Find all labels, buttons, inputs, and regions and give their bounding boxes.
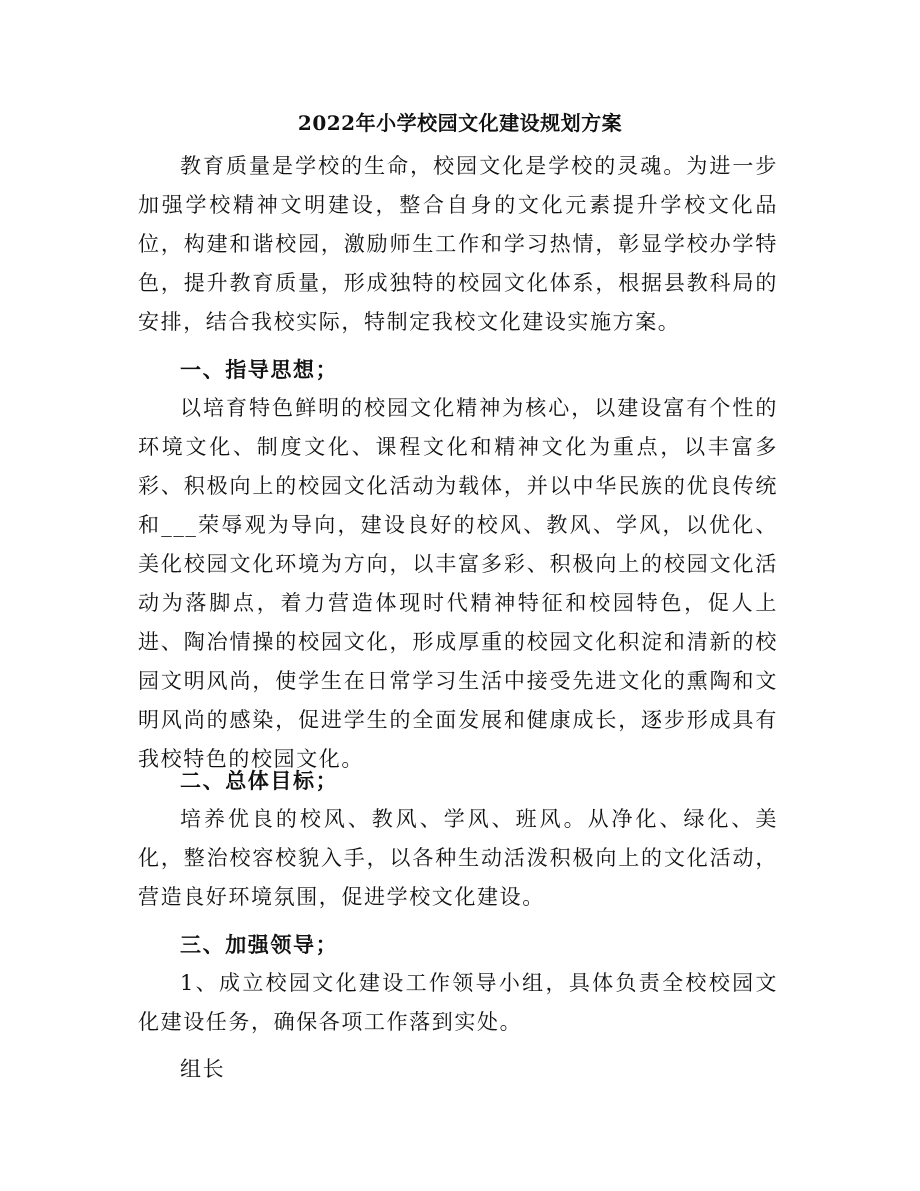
section-heading-overall-goal: 二、总体目标；: [180, 768, 339, 793]
leadership-paragraph: 1、成立校园文化建设工作领导小组，具体负责全校校园文化建设任务，确保各项工作落到实处。: [138, 971, 778, 1034]
section-heading-guiding-ideology: 一、指导思想；: [180, 357, 339, 382]
document-title: 2022年小学校园文化建设规划方案: [297, 111, 623, 135]
section-heading-leadership: 三、加强领导；: [180, 932, 339, 957]
overall-goal-paragraph: 培养优良的校风、教风、学风、班风。从净化、绿化、美化，整治校容校貌入手，以各种生动活泼积极向上的文化活动，营造良好环境氛围，促进学校文化建设。: [138, 807, 778, 909]
intro-paragraph: 教育质量是学校的生命，校园文化是学校的灵魂。为进一步加强学校精神文明建设，整合自身的文化元素提升学校文化品位，构建和谐校园，激励师生工作和学习热情，彰显学校办学特色，提升教育质量，形成独特的校园文化体系，根据县教科局的安排，结合我校实际，特制定我校文化建设实施方案。: [138, 154, 778, 334]
leader-label: 组长: [180, 1057, 226, 1081]
guiding-ideology-paragraph: 以培育特色鲜明的校园文化精神为核心，以建设富有个性的环境文化、制度文化、课程文化和精神文化为重点，以丰富多彩、积极向上的校园文化活动为载体，并以中华民族的优良传统和___荣辱观为导向，建设良好的校风、教风、学风，以优化、美化校园文化环境为方向，以丰富多彩、积极向上的校园文化活动为落脚点，着力营造体现时代精神特征和校园特色，促人上进、陶冶情操的校园文化，形成厚重的校园文化积淀和清新的校园文明风尚，使学生在日常学习生活中接受先进文化的熏陶和文明风尚的感染，促进学生的全面发展和健康成长，逐步形成具有我校特色的校园文化。: [138, 396, 778, 771]
